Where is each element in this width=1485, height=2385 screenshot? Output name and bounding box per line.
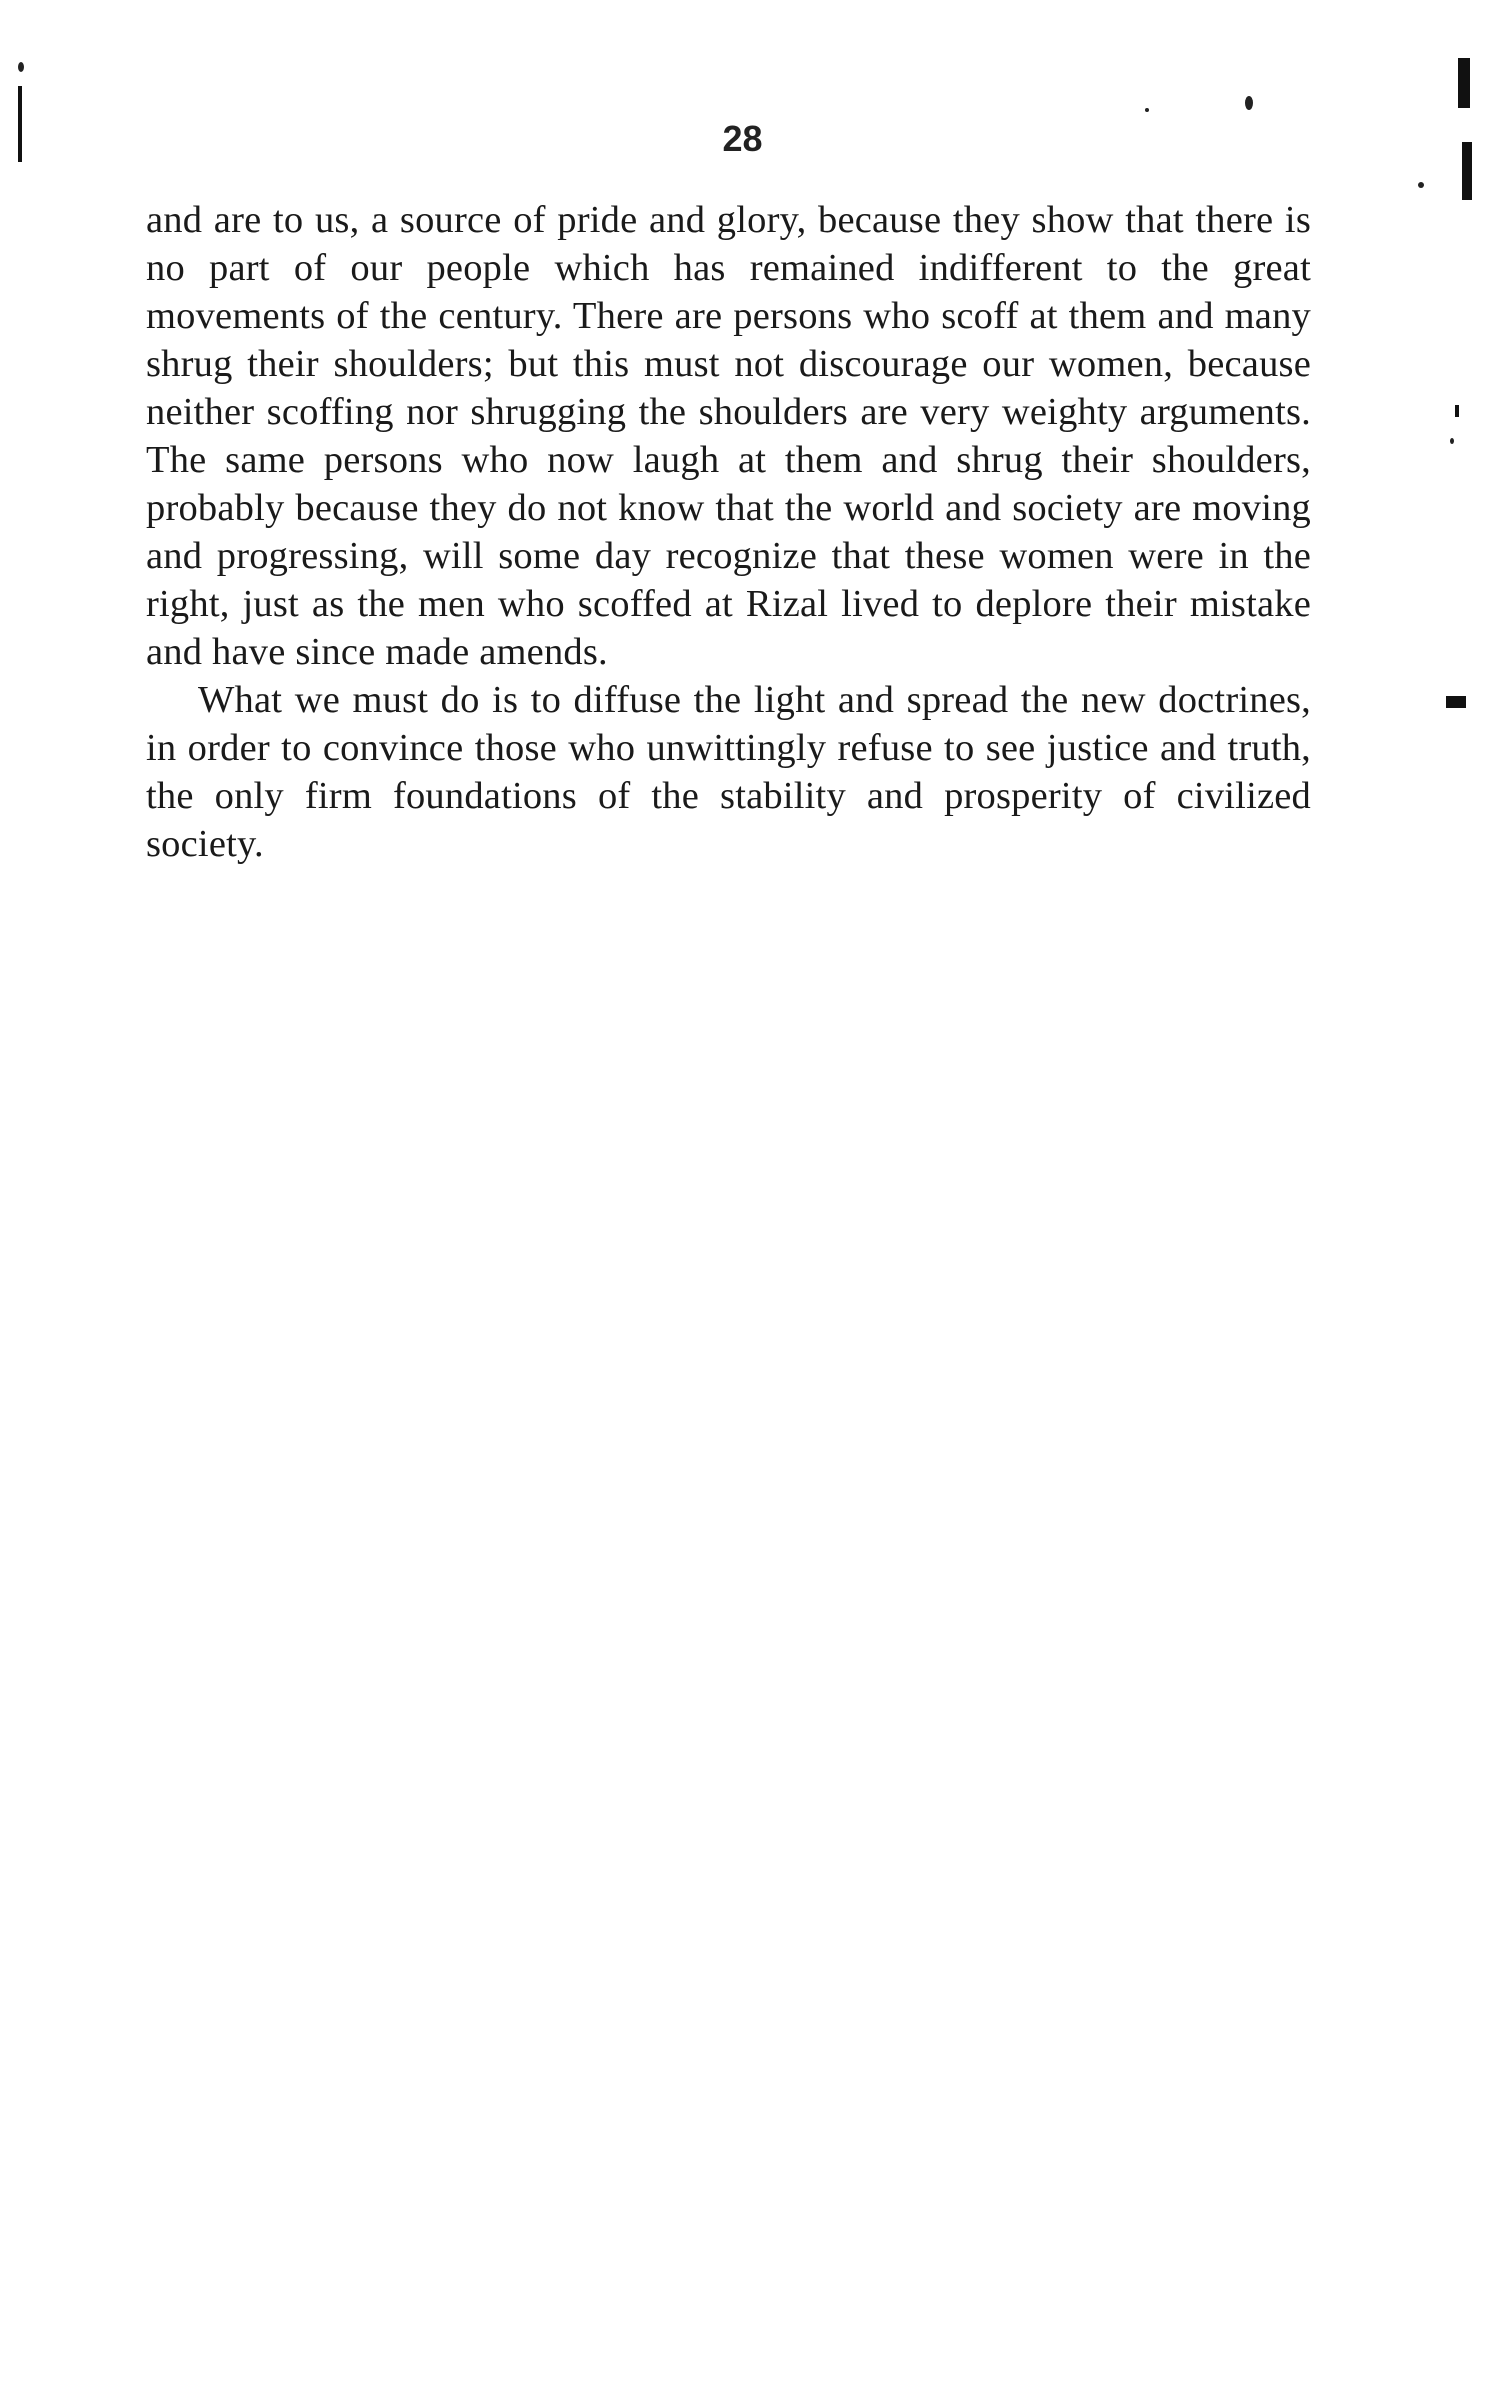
scan-artifact-mark bbox=[1455, 405, 1459, 417]
paragraph-2: What we must do is to diffuse the light and spread the new doctrines, in order to convince those who unwittingly refuse to see justice and truth, the only firm foundations of the stability and prosperity of civilized society. bbox=[146, 679, 1311, 865]
scan-artifact-dot bbox=[1145, 108, 1149, 112]
paragraph-1: and are to us, a source of pride and glory, because they show that there is no part of our people which has remained indifferent to the great movements of the century. There are persons who scoff at them and many shrug their shoulders; but this must not discourage our women, because neither scoffing nor shrugging the shoulders are very weighty arguments. The same persons who now laugh at them and shrug their shoulders, probably because they do not know that the world and society are moving and progressing, will some day recognize that these women were in the right, just as the men who scoffed at Rizal lived to deplore their mistake and have since made amends. bbox=[146, 199, 1311, 673]
scan-artifact-dot bbox=[18, 62, 24, 72]
scan-artifact-mark bbox=[18, 86, 22, 162]
page-number: 28 bbox=[722, 118, 763, 159]
scan-artifact-mark bbox=[1446, 696, 1466, 708]
scan-artifact-dot bbox=[1418, 182, 1424, 188]
scan-artifact-dot bbox=[1245, 96, 1253, 110]
scan-artifact-mark bbox=[1458, 58, 1470, 108]
body-text bbox=[146, 196, 1311, 868]
scan-artifact-mark bbox=[1462, 142, 1472, 200]
scan-artifact-dot bbox=[1450, 438, 1454, 444]
